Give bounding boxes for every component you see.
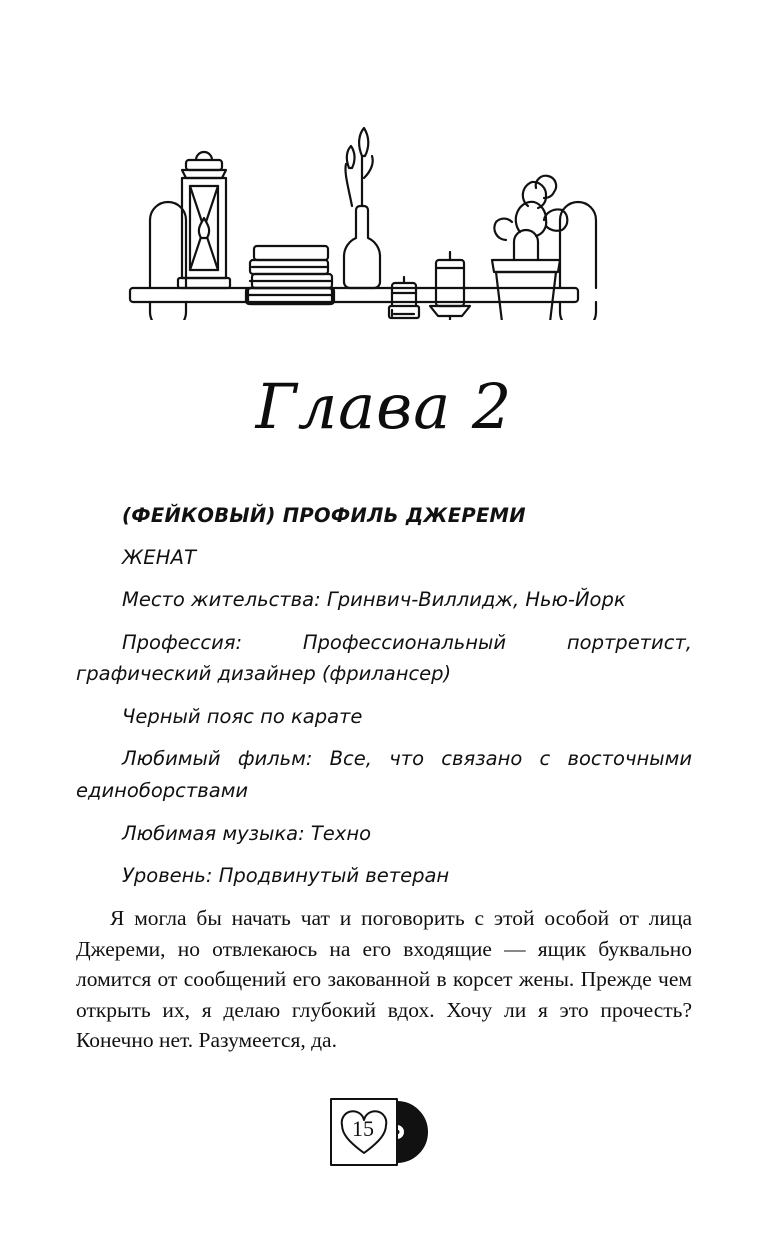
folio	[0, 1095, 768, 1185]
shelf-board-icon	[130, 288, 578, 302]
profile-status: ЖЕНАТ	[122, 545, 197, 569]
narrative-paragraph: Я могла бы начать чат и поговорить с этой особой от лица Джереми, но отвлекаюсь на его входящие — ящик буквально ломится от сообщений его закованной в корсет жены. Прежде чем открыть их, я делаю глубокий вдох. Хочу ли я это прочесть? Конечно нет. Разумеется, да.	[76, 906, 692, 1053]
profile-line-karate: Черный пояс по карате	[122, 704, 363, 728]
profile-heading: (ФЕЙКОВЫЙ) ПРОФИЛЬ ДЖЕРЕМИ	[122, 504, 526, 527]
vase-with-dried-flowers-icon	[344, 128, 380, 288]
profile-line-residence: Место жительства: Гринвич-Виллидж, Нью-Йорк	[122, 588, 626, 612]
books-icon	[248, 246, 332, 304]
fake-profile-block	[76, 500, 692, 903]
profile-line-level: Уровень: Продвинутый ветеран	[122, 864, 450, 888]
profile-line-favorite-music: Любимая музыка: Техно	[122, 821, 372, 845]
shelf-illustration	[0, 60, 768, 320]
profile-line-favorite-film: Любимый фильм: Все, что связано с восточными единоборствами	[76, 747, 692, 803]
profile-line-profession: Профессия: Профессиональный портретист, графический дизайнер (фрилансер)	[76, 630, 692, 686]
narrative-block	[76, 903, 692, 1056]
chapter-title: Глава 2	[255, 370, 513, 443]
page-number: 15	[352, 1116, 374, 1141]
candle-holder-icon	[424, 252, 476, 320]
